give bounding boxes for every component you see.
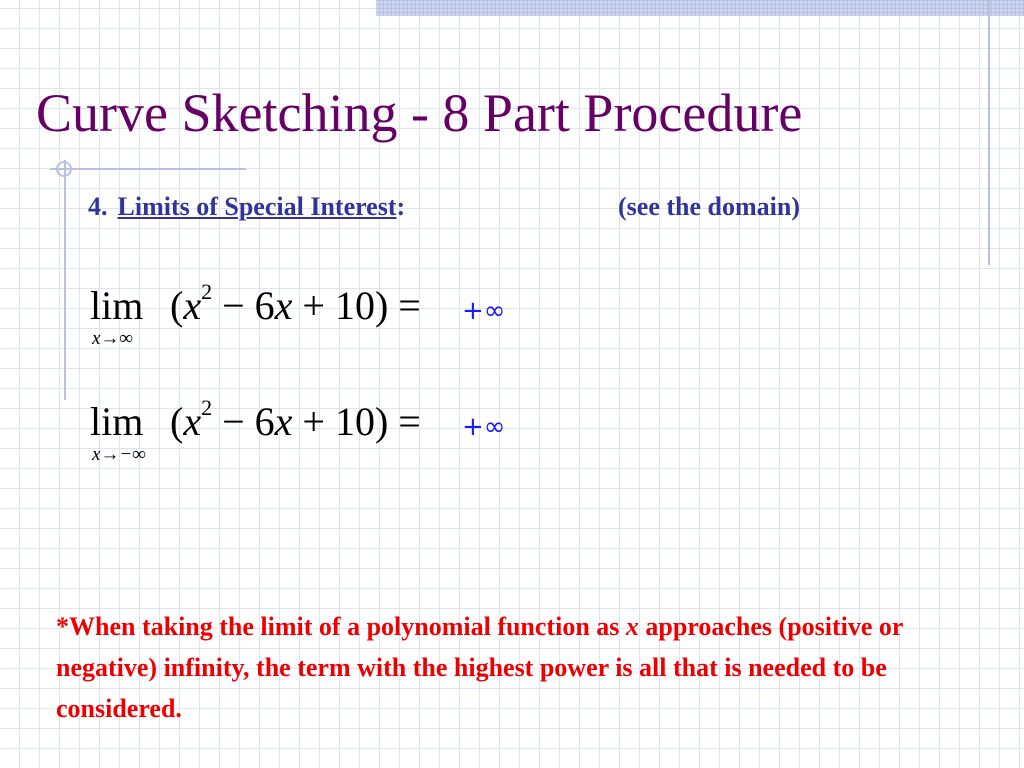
expr-variable: x xyxy=(183,399,202,444)
right-vertical-rule xyxy=(988,0,990,265)
corner-circle-ornament xyxy=(56,161,72,177)
expr-close: + 10) = xyxy=(292,283,421,328)
point-heading xyxy=(88,192,405,222)
footnote-text-before: *When taking the limit of a polynomial function as xyxy=(56,612,626,641)
lim-operator: lim xyxy=(90,283,144,328)
footnote xyxy=(56,606,936,729)
expr-exponent: 2 xyxy=(201,394,213,420)
lim-result: +∞ xyxy=(462,296,506,326)
point-number: 4. xyxy=(88,192,108,221)
domain-note: (see the domain) xyxy=(618,192,800,221)
footnote-variable: x xyxy=(625,612,639,641)
left-vertical-rule xyxy=(64,160,66,400)
limit-equation-positive xyxy=(90,278,550,352)
title-underline-rule xyxy=(50,168,246,170)
expr-variable: x xyxy=(183,283,202,328)
point-label: Limits of Special Interest xyxy=(117,192,397,221)
top-decorative-band xyxy=(376,0,1024,16)
expr-open: ( xyxy=(170,283,184,328)
lim-expression xyxy=(170,394,421,445)
expr-middle: − 6 xyxy=(212,283,275,328)
lim-approach: x→−∞ xyxy=(92,444,146,465)
expr-open: ( xyxy=(170,399,184,444)
limit-equation-negative xyxy=(90,394,550,468)
lim-expression xyxy=(170,278,421,329)
expr-variable: x xyxy=(274,283,293,328)
footnote-text-after: approaches (positive or negative) infinity, the term with the highest power is all that is needed to be considered. xyxy=(56,612,904,723)
expr-variable: x xyxy=(274,399,293,444)
lim-approach: x→∞ xyxy=(92,328,133,349)
slide-title: Curve Sketching - 8 Part Procedure xyxy=(36,83,803,143)
point-colon: : xyxy=(396,192,406,221)
expr-exponent: 2 xyxy=(201,278,213,304)
lim-operator: lim xyxy=(90,399,144,444)
expr-middle: − 6 xyxy=(212,399,275,444)
expr-close: + 10) = xyxy=(292,399,421,444)
lim-result: +∞ xyxy=(462,412,506,442)
